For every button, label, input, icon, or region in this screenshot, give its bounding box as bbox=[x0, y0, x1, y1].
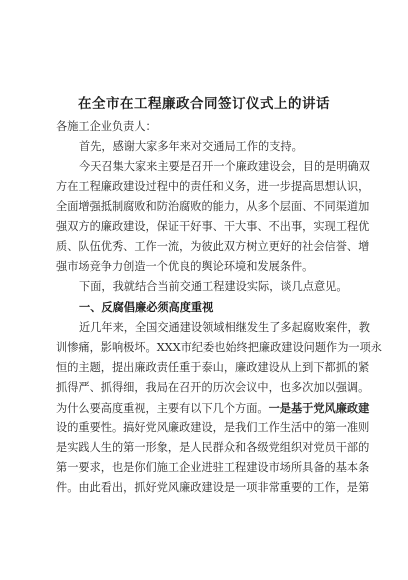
paragraph-text: 为什么要高度重视，主要有以下几个方面。 bbox=[56, 402, 269, 415]
paragraph-line: 抓得严、抓得细，我局在召开的历次会议中，也多次加以强调。 bbox=[56, 381, 370, 394]
paragraph-line: 第一要求，也是你们施工企业进驻工程建设市场所具备的基本条 bbox=[56, 461, 370, 474]
paragraph-line: 是实践人生的第一形象，是人民群众和各级党组织对党员干部的 bbox=[56, 441, 370, 454]
paragraph-line bbox=[56, 401, 369, 416]
paragraph-line: 强双方的廉政建设，保证干好事、干大事、不出事，实现工程优 bbox=[56, 220, 370, 233]
paragraph-line: 今天召集大家来主要是召开一个廉政建设会，目的是明确双 bbox=[79, 160, 370, 173]
salutation: 各施工企业负责人： bbox=[56, 120, 157, 133]
bold-phrase: 一是基于党风廉政建 bbox=[268, 401, 370, 415]
paragraph-line: 设的重要性。搞好党风廉政建设，是我们工作生活中的第一准则 bbox=[56, 421, 370, 434]
paragraph-line: 强市场竞争力创造一个优良的舆论环境和发展条件。 bbox=[56, 260, 314, 273]
paragraph-line: 恒的主题，提出廉政责任重于泰山，廉政建设从上到下都抓的紧 bbox=[56, 361, 370, 374]
paragraph-line: 方在工程廉政建设过程中的责任和义务，进一步提高思想认识， bbox=[56, 180, 370, 193]
paragraph-line: 近几年来，全国交通建设领域相继发生了多起腐败案件，教 bbox=[79, 321, 370, 334]
section-heading: 一、反腐倡廉必须高度重视 bbox=[79, 300, 214, 314]
paragraph-line: 首先，感谢大家多年来对交通局工作的支持。 bbox=[79, 140, 303, 153]
paragraph-line: 训惨痛，影响极坏。XXX市纪委也始终把廉政建设问题作为一项永 bbox=[56, 341, 382, 354]
document-title: 在全市在工程廉政合同签订仪式上的讲话 bbox=[78, 96, 330, 112]
paragraph-line: 件。由此看出，抓好党风廉政建设是一项非常重要的工作，是第 bbox=[56, 481, 370, 494]
paragraph-line: 全面增强抵制腐败和防治腐败的能力，从多个层面、不同渠道加 bbox=[56, 200, 370, 213]
paragraph-line: 质、队伍优秀、工作一流，为彼此双方树立更好的社会信誉、增 bbox=[56, 240, 370, 253]
paragraph-line: 下面，我就结合当前交通工程建设实际，谈几点意见。 bbox=[79, 280, 348, 293]
